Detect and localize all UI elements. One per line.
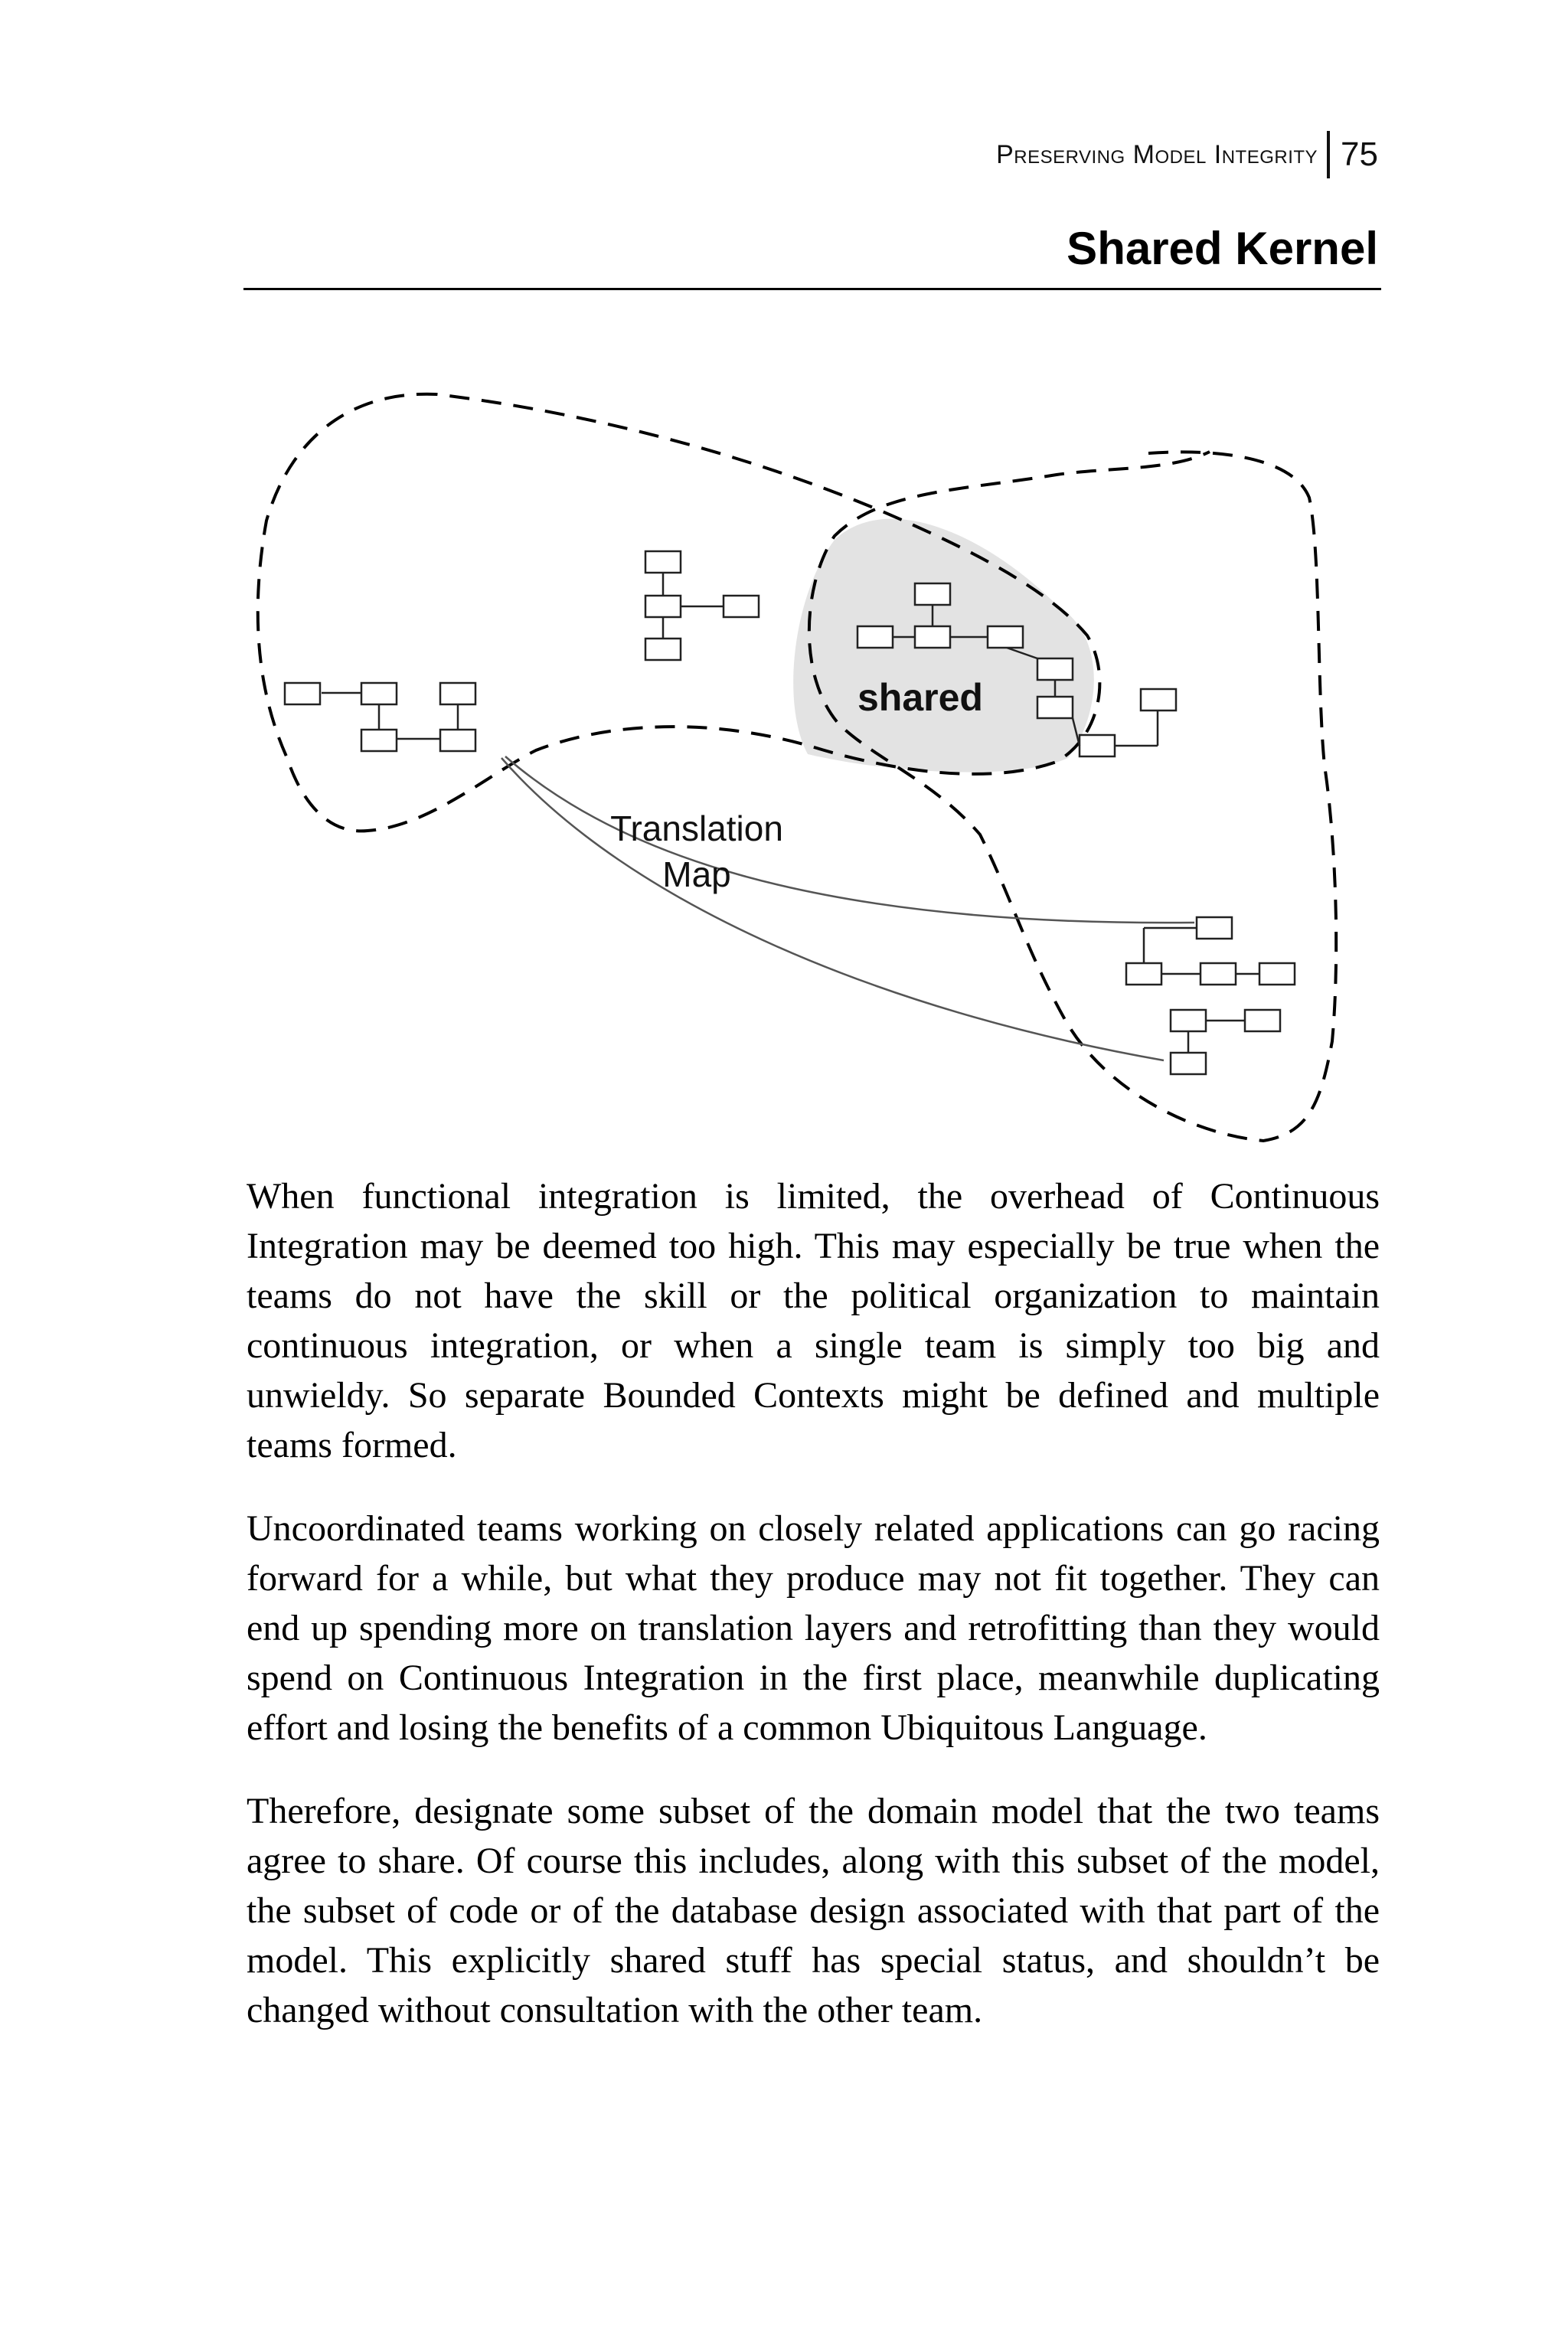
translation-label-line1: Translation (610, 808, 783, 848)
paragraph-2: Uncoordinated teams working on closely related applications can go racing forward for a while, but what they produce may not fit together. They can end up spending more on translation layers and retrofitting than they would spend on Continuous Integration in the first place, meanwhile duplicating effort and losing the benefits of a common Ubiquitous Language. (247, 1508, 1380, 1748)
paragraph-1: When functional integration is limited, the overhead of Continuous Integration may be deemed too high. This may especially be true when the teams do not have the skill or the political organization to maintain continuous integration, or when a single team is simply too big and unwieldy. So separate Bounded Contexts might be defined and multiple teams formed. (247, 1176, 1380, 1465)
translation-curve-lower (501, 758, 1164, 1060)
page-title: Shared Kernel (1067, 223, 1378, 274)
paragraph-3: Therefore, designate some subset of the domain model that the two teams agree to share. Of course this includes, along with this subset of the model, the subset of code or of the database design associated with that part of the model. This explicitly shared stuff has special status, and shouldn’t be changed without consultation with the other team. (247, 1791, 1380, 2030)
translation-map-label (582, 805, 812, 897)
upper-model-cluster (645, 551, 759, 660)
body-text (247, 1171, 1380, 2069)
left-model-cluster (285, 683, 475, 751)
page-number: 75 (1341, 136, 1378, 173)
right-model-cluster (1126, 917, 1295, 1074)
header-section-title: Preserving Model Integrity (996, 139, 1318, 169)
shared-label: shared (858, 676, 983, 719)
translation-label-line2: Map (662, 854, 731, 894)
